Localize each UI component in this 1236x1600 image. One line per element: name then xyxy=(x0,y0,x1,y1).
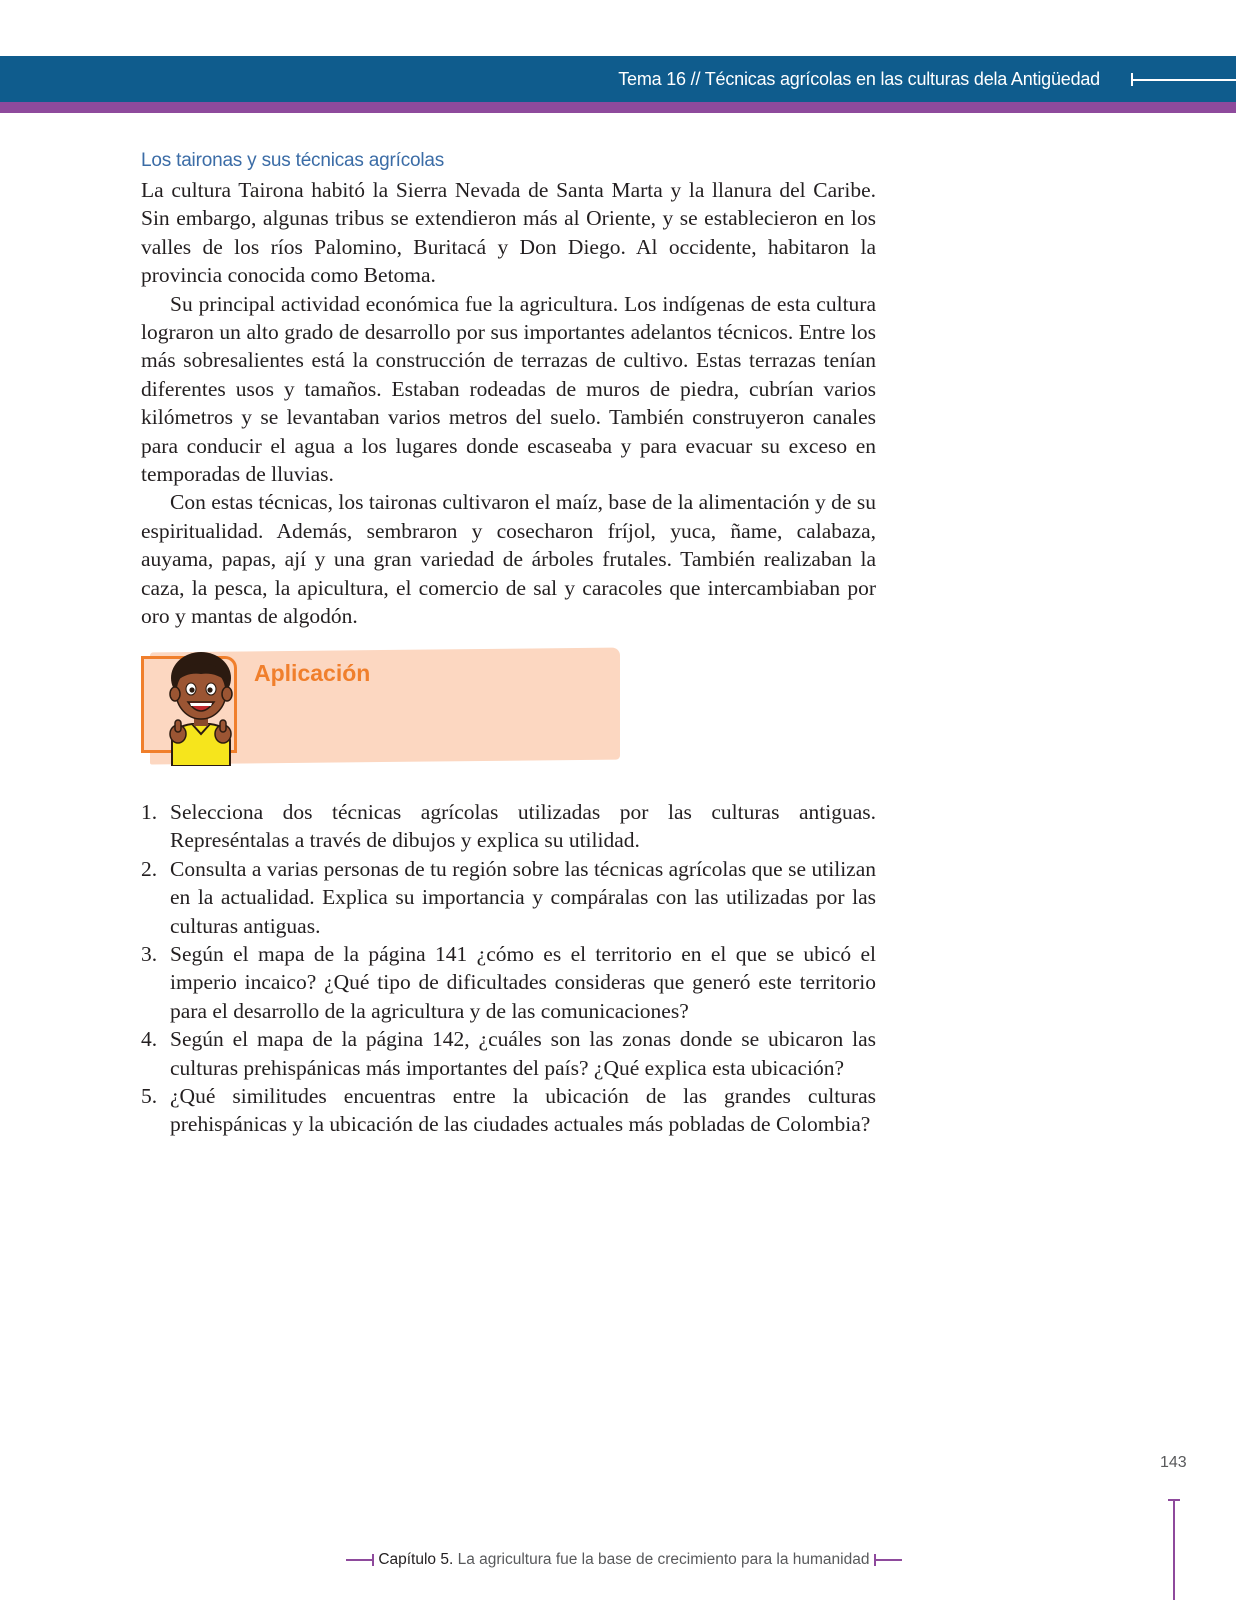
question-number: 4. xyxy=(141,1027,158,1052)
question-text: Selecciona dos técnicas agrícolas utilizadas por las culturas antiguas. Represéntalas a través de dibujos y explica su utilidad. xyxy=(170,800,876,853)
footer-rule-left xyxy=(346,1559,374,1561)
footer xyxy=(346,1551,902,1569)
list-item xyxy=(141,1082,876,1139)
paragraph: Con estas técnicas, los taironas cultivaron el maíz, base de la alimentación y de su espiritualidad. Además, sembraron y cosecharon fríjol, yuca, ñame, calabaza, auyama, papas, ají y una gran variedad de árboles frutales. También realizaban la caza, la pesca, la apicultura, el comercio de sal y caracoles que intercambiaban por oro y mantas de algodón. xyxy=(141,490,876,629)
side-rule xyxy=(1173,1499,1175,1600)
question-number: 3. xyxy=(141,942,158,967)
application-title: Aplicación xyxy=(254,660,371,686)
question-text: Según el mapa de la página 141 ¿cómo es el territorio en el que se ubicó el imperio incaico? ¿Qué tipo de dificultades consideras que generó este territorio para el desarrollo de la agricultura y de las comunicaciones? xyxy=(170,942,876,1023)
paragraph: La cultura Tairona habitó la Sierra Nevada de Santa Marta y la llanura del Caribe. Sin embargo, algunas tribus se extendieron más al Oriente, y se establecieron en los valles de los ríos Palomino, Buritacá y Don Diego. Al occidente, habitaron la provincia conocida como Betoma. xyxy=(141,178,876,288)
footer-rule-right xyxy=(874,1559,902,1561)
question-list xyxy=(141,798,876,1139)
page-number: 143 xyxy=(1160,1454,1187,1471)
header-stripe xyxy=(0,102,1236,113)
paragraph: Su principal actividad económica fue la agricultura. Los indígenas de esta cultura lograron un alto grado de desarrollo por sus importantes adelantos técnicos. Entre los más sobresalientes está la construcción de terrazas de cultivo. Estas terrazas tenían diferentes usos y tamaños. Estaban rodeadas de muros de piedra, cubrían varios kilómetros y se levantaban varios metros del suelo. También construyeron canales para conducir el agua a los lugares donde escaseaba y para evacuar su exceso en temporadas de lluvias. xyxy=(141,291,876,487)
question-text: Consulta a varias personas de tu región sobre las técnicas agrícolas que se utilizan en la actualidad. Explica su importancia y compáralas con las utilizadas por las culturas antiguas. xyxy=(170,856,876,938)
question-text: ¿Qué similitudes encuentras entre la ubicación de las grandes culturas prehispánicas y la ubicación de las ciudades actuales más pobladas de Colombia? xyxy=(170,1084,876,1137)
list-item xyxy=(141,1025,876,1082)
mascot-icon xyxy=(150,648,250,766)
question-number: 1. xyxy=(141,800,158,824)
header-rule xyxy=(1131,79,1236,81)
question-number: 5. xyxy=(141,1084,158,1109)
section-subtitle: Los taironas y sus técnicas agrícolas xyxy=(141,150,445,171)
footer-chapter: Capítulo 5. xyxy=(378,1551,454,1568)
footer-text: La agricultura fue la base de crecimiento para la humanidad xyxy=(457,1551,870,1568)
question-number: 2. xyxy=(141,856,158,881)
section-body xyxy=(141,176,876,631)
header-title: Tema 16 // Técnicas agrícolas en las culturas dela Antigüedad xyxy=(618,69,1100,89)
question-text: Según el mapa de la página 142, ¿cuáles son las zonas donde se ubicaron las culturas prehispánicas más importantes del país? ¿Qué explica esta ubicación? xyxy=(170,1027,876,1080)
list-item xyxy=(141,940,876,1025)
list-item xyxy=(141,855,876,940)
list-item xyxy=(141,798,876,855)
